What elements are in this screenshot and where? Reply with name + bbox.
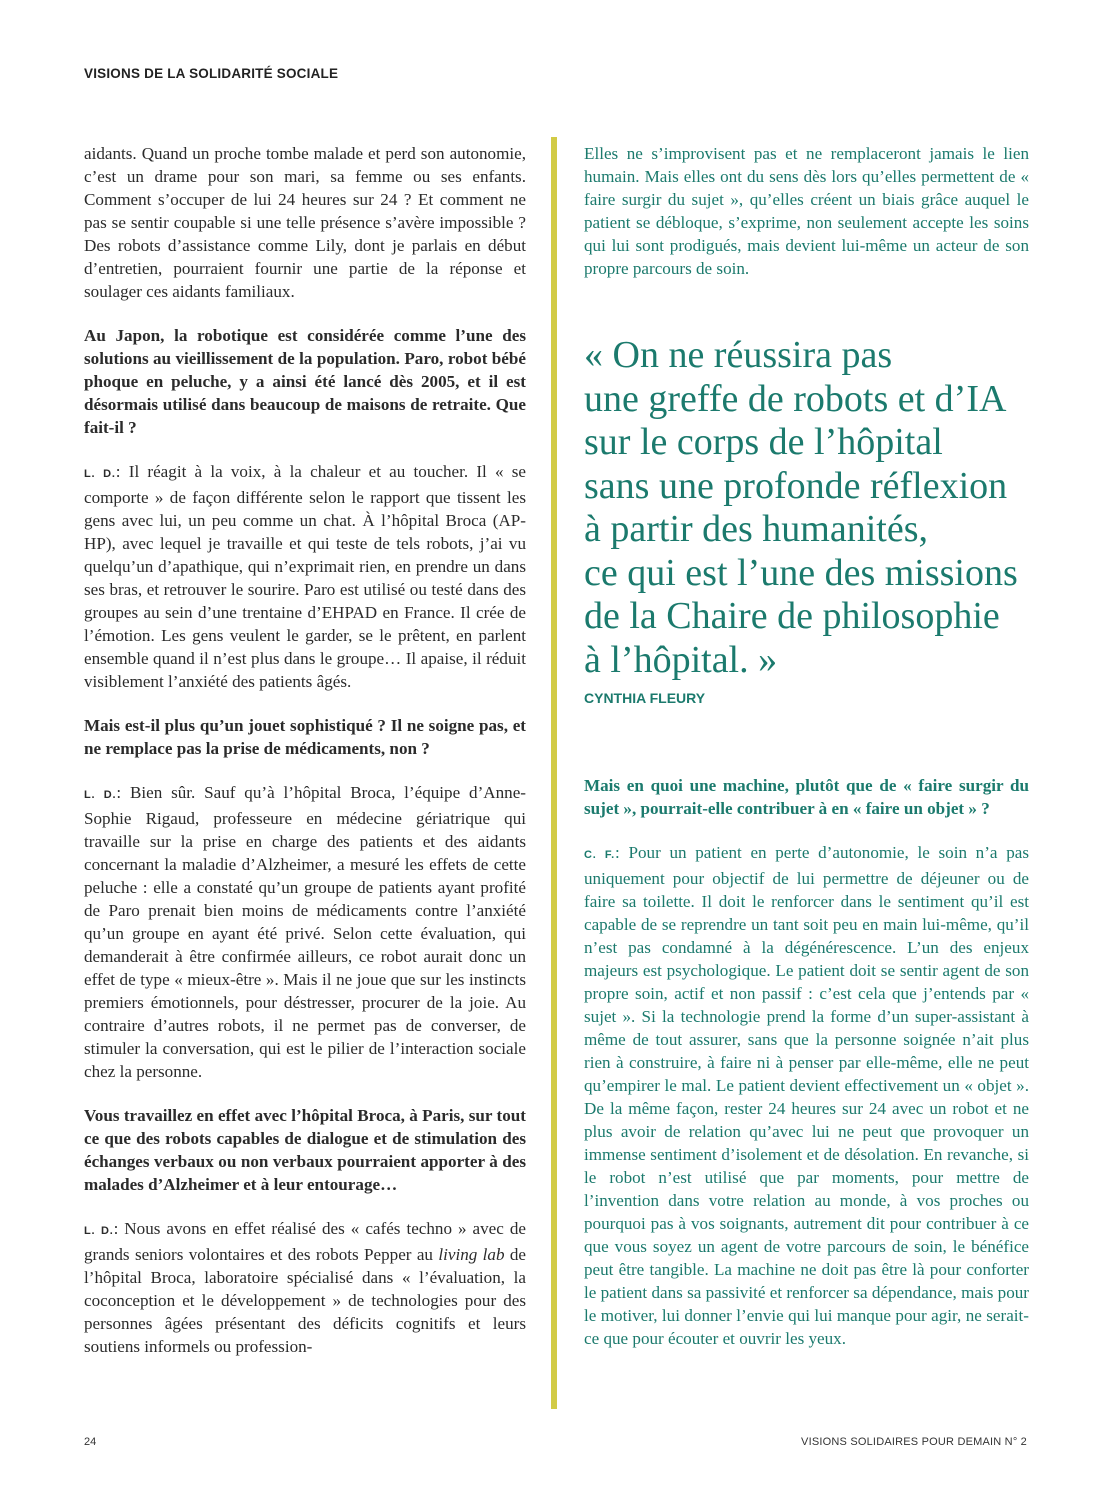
- publication-title: VISIONS SOLIDAIRES POUR DEMAIN N° 2: [801, 1436, 1027, 1448]
- left-question-3: Vous travaillez en effet avec l’hôpital Broca, à Paris, sur tout ce que des robots capables de dialogue et de stimulation des échanges verbaux ou non verbaux pourraient apporter à des malades d’Alzheimer et à leur entourage…: [84, 1106, 526, 1194]
- pull-quote: « On ne réussira pas une greffe de robots et d’IA sur le corps de l’hôpital sans une profonde réflexion à partir des humanités, ce qui est l’une des missions de la Chaire de philosophie à l’hôpital. »: [584, 334, 1018, 681]
- left-paragraph-1: aidants. Quand un proche tombe malade et perd son autonomie, c’est un drame pour son mari, sa femme ou ses enfants. Comment s’occuper de lui 24 heures sur 24 ? Et comment ne pas se sentir coupable si une telle présence s’avère impossible ? Des robots d’assistance comme Lily, dont je parlais en début d’entretien, pourraient fournir une partie de la réponse et soulager ces aidants familiaux.: [84, 144, 526, 301]
- speaker-initials: L. D.: [84, 1225, 114, 1237]
- italic-term: living lab: [438, 1245, 505, 1264]
- left-answer-1: [84, 460, 526, 693]
- speaker-initials: L. D.: [84, 468, 116, 480]
- section-header: VISIONS DE LA SOLIDARITÉ SOCIALE: [84, 66, 339, 81]
- answer-text: : Nous avons en effet réalisé des « cafés techno » avec de grands seniors volontaires et des robots Pepper au: [84, 1219, 526, 1264]
- answer-text: : Bien sûr. Sauf qu’à l’hôpital Broca, l’équipe d’Anne-Sophie Rigaud, professeure en médecine gériatrique qui travaille sur la prise en charge des patients et des aidants concernant la maladie d’Alzheimer, a mesuré les effets de cette peluche : elle a constaté qu’un groupe de patients ayant profité de Paro prenait bien moins de médicaments contre l’anxiété qu’un groupe en ayant été privé. Selon cette évaluation, qui demanderait à être confirmée ailleurs, ce robot aurait donc un effet de type « mieux-être ». Mais il ne joue que sur les instincts premiers émotionnels, pour déstresser, procurer de la joie. Au contraire d’autres robots, il ne permet pas de converser, de stimuler la conversation, qui est le pilier de l’interaction sociale chez la personne.: [84, 783, 526, 1081]
- speaker-initials: C. F.: [584, 849, 616, 861]
- pull-quote-author: CYNTHIA FLEURY: [584, 690, 706, 706]
- right-column: [584, 142, 1029, 1350]
- column-divider: [551, 137, 557, 1409]
- answer-text: : Pour un patient en perte d’autonomie, le soin n’a pas uniquement pour objectif de lui permettre de déjeuner ou de faire sa toilette. Il doit le renforcer dans le sentiment qu’il est capable de se reprendre un tant soit peu en main lui-même, qu’il n’est pas condamné à la dégénérescence. L’un des enjeux majeurs est psychologique. Le patient doit se sentir agent de son propre soin, actif et non passif : c’est cela que j’entends par « sujet ». Si la technologie prend la forme d’un super-assistant à même de tout assurer, sans que la personne soignée n’ait plus rien à construire, à faire ni à penser par elle-même, elle ne peut qu’empirer le mal. Le patient devient effectivement un « objet ». De la même façon, rester 24 heures sur 24 avec un robot et ne plus avoir de relation qu’avec lui ne peut que provoquer un immense sentiment d’isolement et de désolation. En revanche, si le robot n’est utilisé que par moments, pour mettre de l’invention dans votre relation au monde, à vos proches ou pourquoi pas à vos soignants, autrement dit pour contribuer à ce que vous soyez un agent de votre parcours de soin, le bénéfice peut être tangible. La machine ne doit pas être là pour conforter le patient dans sa passivité et renforcer sa dépendance, mais pour le motiver, lui donner l’envie qui lui manque pour agir, ne serait-ce que pour écouter et ouvrir les yeux.: [584, 843, 1029, 1348]
- left-question-1: Au Japon, la robotique est considérée comme l’une des solutions au vieillissement de la population. Paro, robot bébé phoque en peluche, y a ainsi été lancé dès 2005, et il est désormais utilisé dans beaucoup de maisons de retraite. Que fait-il ?: [84, 326, 526, 437]
- answer-text: : Il réagit à la voix, à la chaleur et au toucher. Il « se comporte » de façon différente selon le rapport que tissent les gens avec lui, un peu comme un chat. À l’hôpital Broca (AP-HP), avec lequel je travaille et qui teste de tels robots, j’ai vu quelqu’un d’apathique, qui n’exprimait rien, en prendre un dans ses bras, et retrouver le sourire. Paro est utilisé ou testé dans des groupes au sein d’une trentaine d’EHPAD en France. Il crée de l’émotion. Les gens veulent le garder, se le prêtent, en parlent ensemble quand il n’est plus dans le groupe… Il apaise, il réduit visiblement l’anxiété des patients âgés.: [84, 462, 526, 691]
- left-answer-2: [84, 781, 526, 1083]
- page-number: 24: [84, 1436, 97, 1448]
- left-column: [84, 142, 526, 1379]
- right-question-1: Mais en quoi une machine, plutôt que de « faire surgir du sujet », pourrait-elle contribuer à en « faire un objet » ?: [584, 776, 1029, 818]
- left-answer-3: [84, 1217, 526, 1358]
- speaker-initials: L. D.: [84, 789, 117, 801]
- right-answer-1: [584, 841, 1029, 1350]
- right-paragraph-1: Elles ne s’improvisent pas et ne remplaceront jamais le lien humain. Mais elles ont du sens dès lors qu’elles permettent de « faire surgir du sujet », qu’elles créent un biais grâce auquel le patient se débloque, s’exprime, non seulement accepte les soins qui lui sont prodigués, mais devient lui-même un acteur de son propre parcours de soin.: [584, 144, 1029, 278]
- left-question-2: Mais est-il plus qu’un jouet sophistiqué ? Il ne soigne pas, et ne remplace pas la prise de médicaments, non ?: [84, 716, 526, 758]
- answer-text: de l’hôpital Broca, laboratoire spécialisé dans « l’évaluation, la coconception et le développement » de technologies pour des personnes âgées présentant des déficits cognitifs et leurs soutiens informels ou profession-: [84, 1245, 527, 1356]
